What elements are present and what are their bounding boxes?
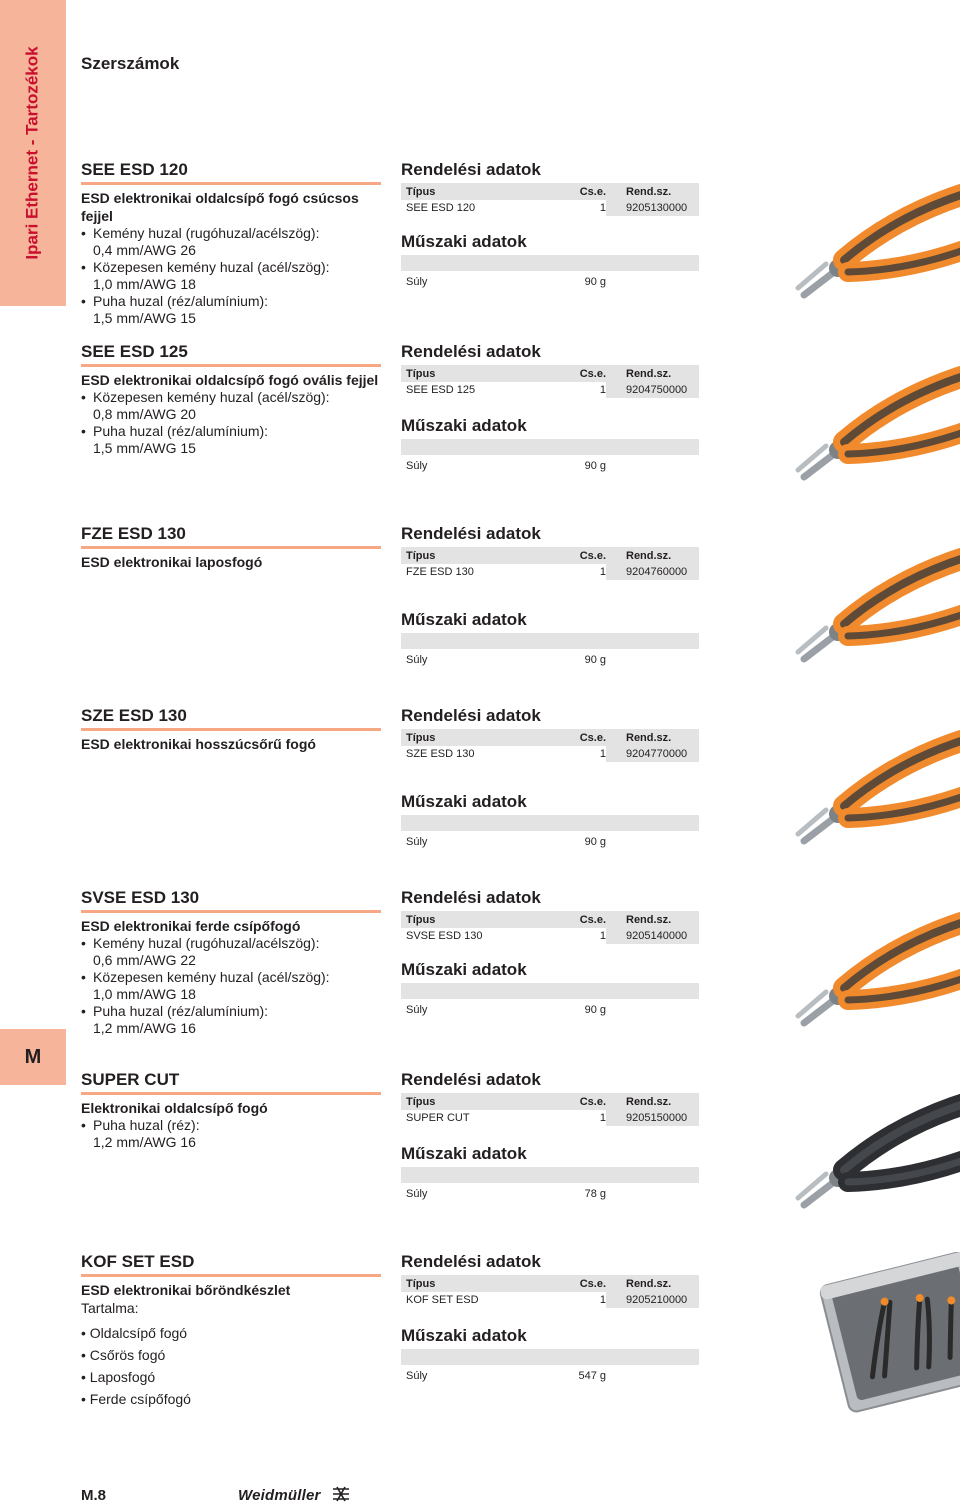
product-title: SUPER CUT: [81, 1070, 381, 1095]
feature-value: 0,6 mm/AWG 22: [93, 952, 196, 968]
feature-value: 0,8 mm/AWG 20: [93, 406, 196, 422]
col-qty-header: Cs.e.: [579, 1277, 606, 1290]
product-description: [81, 342, 381, 457]
order-number: 9205140000: [606, 928, 699, 944]
product-section: [81, 888, 960, 1070]
pliers-illustration: [764, 888, 960, 1060]
col-order-header: Rend.sz.: [626, 185, 672, 198]
kit-item: • Oldalcsípő fogó: [81, 1325, 188, 1341]
feature-label: Közepesen kemény huzal (acél/szög):: [93, 969, 330, 985]
kit-item: • Ferde csípőfogó: [81, 1391, 191, 1407]
tech-block: [401, 1144, 699, 1205]
bullet-icon: •: [81, 225, 86, 241]
order-qty: 1: [599, 566, 606, 578]
product-image: [764, 524, 960, 696]
order-table-header: [401, 911, 699, 928]
product-image: [764, 342, 960, 514]
bullet-icon: •: [81, 1003, 86, 1019]
weight-label: Súly: [406, 276, 428, 288]
order-table-header: [401, 183, 699, 200]
feature-value: 1,0 mm/AWG 18: [93, 986, 196, 1002]
weight-label: Súly: [406, 836, 428, 848]
feature-label: Puha huzal (réz/alumínium):: [93, 423, 269, 439]
feature-item: [81, 935, 381, 969]
product-description: [81, 1070, 381, 1151]
order-type: SZE ESD 130: [406, 748, 475, 760]
tech-title: Műszaki adatok: [401, 960, 527, 979]
weight-label: Súly: [406, 1370, 428, 1382]
feature-list: [81, 1117, 381, 1151]
feature-item: [81, 1003, 381, 1037]
col-qty-header: Cs.e.: [579, 549, 606, 562]
product-section: [81, 342, 960, 524]
product-subtitle: ESD elektronikai oldalcsípő fogó csúcsos fejjel: [81, 190, 359, 224]
feature-label: Puha huzal (réz/alumínium):: [93, 1003, 269, 1019]
weight-value: 90 g: [584, 836, 606, 848]
tech-row: [401, 455, 699, 477]
product-description: [81, 524, 381, 571]
order-number: 9205130000: [606, 200, 699, 216]
order-table-row: [401, 746, 699, 762]
order-block: [401, 524, 699, 671]
col-order-header: Rend.sz.: [626, 367, 672, 380]
col-qty-header: Cs.e.: [579, 185, 606, 198]
product-image: [764, 160, 960, 332]
tech-title: Műszaki adatok: [401, 232, 527, 251]
col-qty-header: Cs.e.: [579, 367, 606, 380]
product-description: [81, 1252, 381, 1410]
order-title: Rendelési adatok: [401, 160, 541, 179]
product-subtitle: ESD elektronikai laposfogó: [81, 554, 263, 570]
order-type: KOF SET ESD: [406, 1294, 479, 1306]
bullet-icon: •: [81, 423, 86, 439]
pliers-illustration: [764, 342, 960, 514]
tool-case-illustration: [764, 1252, 960, 1424]
tech-block: [401, 232, 699, 293]
tech-row: [401, 831, 699, 853]
tech-title: Műszaki adatok: [401, 792, 527, 811]
tech-block: [401, 1326, 699, 1387]
feature-item: [81, 259, 381, 293]
product-section: [81, 1252, 960, 1434]
weight-label: Súly: [406, 460, 428, 472]
bullet-icon: •: [81, 389, 86, 405]
weight-label: Súly: [406, 1188, 428, 1200]
feature-value: 1,2 mm/AWG 16: [93, 1020, 196, 1036]
feature-list: [81, 935, 381, 1037]
product-subtitle: ESD elektronikai bőröndkészlet: [81, 1282, 291, 1298]
tech-header-bar: [401, 1167, 699, 1183]
tech-title: Műszaki adatok: [401, 416, 527, 435]
weight-label: Súly: [406, 654, 428, 666]
product-title: KOF SET ESD: [81, 1252, 381, 1277]
tech-header-bar: [401, 255, 699, 271]
product-title: SVSE ESD 130: [81, 888, 381, 913]
order-number: 9204760000: [606, 564, 699, 580]
tech-header-bar: [401, 815, 699, 831]
page-title: Szerszámok: [81, 54, 180, 73]
side-tab-label: Ipari Ethernet - Tartozékok: [23, 46, 42, 260]
feature-value: 1,0 mm/AWG 18: [93, 276, 196, 292]
order-type: SEE ESD 125: [406, 384, 476, 396]
weight-label: Súly: [406, 1004, 428, 1016]
kit-contents-label: Tartalma:: [81, 1300, 139, 1316]
feature-label: Közepesen kemény huzal (acél/szög):: [93, 259, 330, 275]
col-order-header: Rend.sz.: [626, 1095, 672, 1108]
feature-item: [81, 225, 381, 259]
order-table-row: [401, 200, 699, 216]
pliers-illustration: [764, 524, 960, 696]
order-qty: 1: [599, 1112, 606, 1124]
col-qty-header: Cs.e.: [579, 1095, 606, 1108]
bullet-icon: •: [81, 293, 86, 309]
order-type: SUPER CUT: [406, 1112, 470, 1124]
order-table-header: [401, 1093, 699, 1110]
weight-value: 90 g: [584, 460, 606, 472]
bullet-icon: •: [81, 1117, 86, 1133]
tech-header-bar: [401, 439, 699, 455]
bullet-icon: •: [81, 969, 86, 985]
product-title: SZE ESD 130: [81, 706, 381, 731]
weight-value: 547 g: [578, 1370, 606, 1382]
order-block: [401, 1252, 699, 1387]
order-table-header: [401, 547, 699, 564]
product-subtitle: ESD elektronikai hosszúcsőrű fogó: [81, 736, 316, 752]
tech-block: [401, 792, 699, 853]
product-description: [81, 888, 381, 1037]
product-title: SEE ESD 120: [81, 160, 381, 185]
product-subtitle: Elektronikai oldalcsípő fogó: [81, 1100, 268, 1116]
bullet-icon: •: [81, 259, 86, 275]
order-table-header: [401, 1275, 699, 1292]
col-type-header: Típus: [406, 731, 436, 744]
pliers-illustration: [764, 1070, 960, 1242]
col-type-header: Típus: [406, 367, 436, 380]
col-type-header: Típus: [406, 549, 436, 562]
col-qty-header: Cs.e.: [579, 913, 606, 926]
pliers-illustration: [764, 706, 960, 878]
order-qty: 1: [599, 1294, 606, 1306]
product-image: [764, 1252, 960, 1424]
tech-block: [401, 416, 699, 477]
order-table-row: [401, 1110, 699, 1126]
product-description: [81, 706, 381, 753]
col-type-header: Típus: [406, 1277, 436, 1290]
weight-value: 90 g: [584, 276, 606, 288]
order-table-header: [401, 365, 699, 382]
feature-value: 1,5 mm/AWG 15: [93, 440, 196, 456]
order-qty: 1: [599, 384, 606, 396]
order-title: Rendelési adatok: [401, 888, 541, 907]
feature-list: [81, 389, 381, 457]
feature-value: 0,4 mm/AWG 26: [93, 242, 196, 258]
order-number: 9205210000: [606, 1292, 699, 1308]
kit-list: [81, 1322, 381, 1410]
feature-label: Kemény huzal (rugóhuzal/acélszög):: [93, 935, 320, 951]
order-block: [401, 888, 699, 1021]
product-image: [764, 1070, 960, 1242]
product-section: [81, 1070, 960, 1252]
order-qty: 1: [599, 930, 606, 942]
product-subtitle: ESD elektronikai ferde csípőfogó: [81, 918, 301, 934]
order-number: 9204770000: [606, 746, 699, 762]
feature-label: Kemény huzal (rugóhuzal/acélszög):: [93, 225, 320, 241]
feature-list: [81, 225, 381, 327]
brand-mark-icon: [331, 1486, 351, 1502]
feature-item: [81, 293, 381, 327]
tech-row: [401, 1365, 699, 1387]
order-block: [401, 160, 699, 293]
page-number: M.8: [81, 1487, 107, 1503]
weight-value: 78 g: [584, 1188, 606, 1200]
feature-item: [81, 423, 381, 457]
col-type-header: Típus: [406, 913, 436, 926]
tech-row: [401, 271, 699, 293]
feature-label: Közepesen kemény huzal (acél/szög):: [93, 389, 330, 405]
feature-item: [81, 1117, 381, 1151]
product-description: [81, 160, 381, 327]
pliers-illustration: [764, 160, 960, 332]
product-subtitle: ESD elektronikai oldalcsípő fogó ovális fejjel: [81, 372, 379, 388]
order-title: Rendelési adatok: [401, 706, 541, 725]
product-section: [81, 706, 960, 888]
weight-value: 90 g: [584, 654, 606, 666]
tech-title: Műszaki adatok: [401, 1144, 527, 1163]
kit-item: • Csőrös fogó: [81, 1347, 166, 1363]
tech-title: Műszaki adatok: [401, 610, 527, 629]
order-table-row: [401, 564, 699, 580]
feature-value: 1,2 mm/AWG 16: [93, 1134, 196, 1150]
bullet-icon: •: [81, 935, 86, 951]
tech-block: [401, 610, 699, 671]
order-number: 9204750000: [606, 382, 699, 398]
product-image: [764, 888, 960, 1060]
order-type: SVSE ESD 130: [406, 930, 483, 942]
order-title: Rendelési adatok: [401, 524, 541, 543]
col-type-header: Típus: [406, 1095, 436, 1108]
order-block: [401, 1070, 699, 1205]
order-title: Rendelési adatok: [401, 342, 541, 361]
feature-item: [81, 389, 381, 423]
tech-row: [401, 1183, 699, 1205]
chapter-tab: M: [0, 1029, 66, 1085]
feature-value: 1,5 mm/AWG 15: [93, 310, 196, 326]
order-title: Rendelési adatok: [401, 1070, 541, 1089]
side-tab: [0, 0, 66, 306]
order-number: 9205150000: [606, 1110, 699, 1126]
order-table-row: [401, 928, 699, 944]
col-qty-header: Cs.e.: [579, 731, 606, 744]
tech-title: Műszaki adatok: [401, 1326, 527, 1345]
order-type: FZE ESD 130: [406, 566, 474, 578]
order-title: Rendelési adatok: [401, 1252, 541, 1271]
col-order-header: Rend.sz.: [626, 549, 672, 562]
tech-header-bar: [401, 983, 699, 999]
weight-value: 90 g: [584, 1004, 606, 1016]
order-table-row: [401, 382, 699, 398]
feature-label: Puha huzal (réz):: [93, 1117, 200, 1133]
product-title: FZE ESD 130: [81, 524, 381, 549]
col-type-header: Típus: [406, 185, 436, 198]
product-image: [764, 706, 960, 878]
tech-row: [401, 999, 699, 1021]
kit-item: • Laposfogó: [81, 1369, 156, 1385]
order-qty: 1: [599, 202, 606, 214]
product-title: SEE ESD 125: [81, 342, 381, 367]
order-table-header: [401, 729, 699, 746]
brand-logo: Weidmüller: [238, 1487, 321, 1503]
col-order-header: Rend.sz.: [626, 731, 672, 744]
tech-header-bar: [401, 1349, 699, 1365]
order-block: [401, 342, 699, 477]
order-block: [401, 706, 699, 853]
feature-item: [81, 969, 381, 1003]
product-section: [81, 524, 960, 706]
col-order-header: Rend.sz.: [626, 1277, 672, 1290]
tech-row: [401, 649, 699, 671]
product-section: [81, 160, 960, 342]
order-table-row: [401, 1292, 699, 1308]
col-order-header: Rend.sz.: [626, 913, 672, 926]
feature-label: Puha huzal (réz/alumínium):: [93, 293, 269, 309]
order-type: SEE ESD 120: [406, 202, 476, 214]
tech-block: [401, 960, 699, 1021]
order-qty: 1: [599, 748, 606, 760]
tech-header-bar: [401, 633, 699, 649]
